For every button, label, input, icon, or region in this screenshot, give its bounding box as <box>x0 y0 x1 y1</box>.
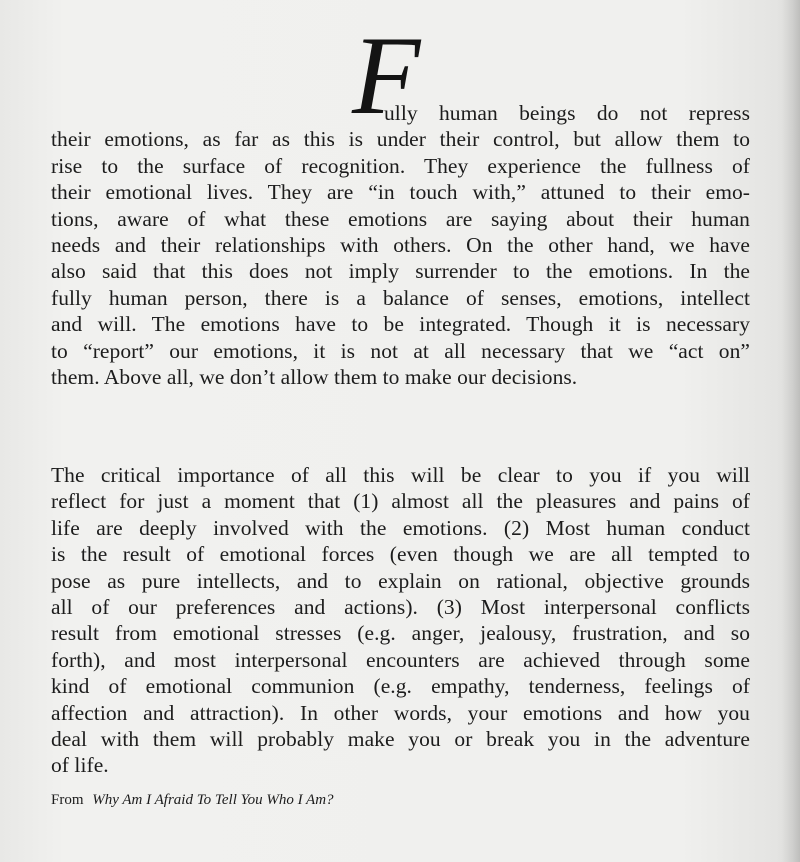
paragraph-line: ully human beings do not repress <box>384 101 750 125</box>
page-gutter-shadow <box>782 0 800 862</box>
paragraph-line: their emotional lives. They are “in touch with,” attuned to their emo- <box>51 180 750 205</box>
paragraph-line: and will. The emotions have to be integrated. Though it is necessary <box>51 312 750 337</box>
paragraph-2 <box>51 462 750 779</box>
drop-cap-letter: F <box>352 14 421 138</box>
source-citation <box>51 790 334 810</box>
paragraph-line: them. Above all, we don’t allow them to make our decisions. <box>51 364 578 389</box>
paragraph-line: kind of emotional communion (e.g. empathy, tenderness, feelings of <box>51 674 750 699</box>
paragraph-line: their emotions, as far as this is under their control, but allow them to <box>51 127 750 152</box>
paragraph-line: rise to the surface of recognition. They experience the fullness of <box>51 153 750 178</box>
paragraph-line: The critical importance of all this will be clear to you if you will <box>51 463 750 487</box>
paragraph-line: deal with them will probably make you or break you in the adventure <box>51 726 750 751</box>
paragraph-line: forth), and most interpersonal encounters are achieved through some <box>51 647 750 672</box>
paragraph-line: all of our preferences and actions). (3) Most interpersonal conflicts <box>51 594 750 619</box>
paragraph-line: is the result of emotional forces (even though we are all tempted to <box>51 542 750 567</box>
paragraph-line: reflect for just a moment that (1) almost all the pleasures and pains of <box>51 489 750 514</box>
paragraph-1 <box>51 100 750 390</box>
paragraph-line: to “report” our emotions, it is not at all necessary that we “act on” <box>51 338 750 363</box>
source-book-title: Why Am I Afraid To Tell You Who I Am? <box>92 792 334 808</box>
paragraph-line: life are deeply involved with the emotions. (2) Most human conduct <box>51 515 750 540</box>
paragraph-line: result from emotional stresses (e.g. anger, jealousy, frustration, and so <box>51 621 750 646</box>
paragraph-line: also said that this does not imply surrender to the emotions. In the <box>51 259 750 284</box>
source-prefix: From <box>51 792 84 808</box>
paragraph-line: of life. <box>51 753 109 778</box>
paragraph-line: tions, aware of what these emotions are saying about their human <box>51 206 750 231</box>
paragraph-line: affection and attraction). In other words, your emotions and how you <box>51 700 750 725</box>
paragraph-line: needs and their relationships with others. On the other hand, we have <box>51 232 750 257</box>
paragraph-line: pose as pure intellects, and to explain on rational, objective grounds <box>51 568 750 593</box>
paragraph-line: fully human person, there is a balance of senses, emotions, intellect <box>51 285 750 310</box>
